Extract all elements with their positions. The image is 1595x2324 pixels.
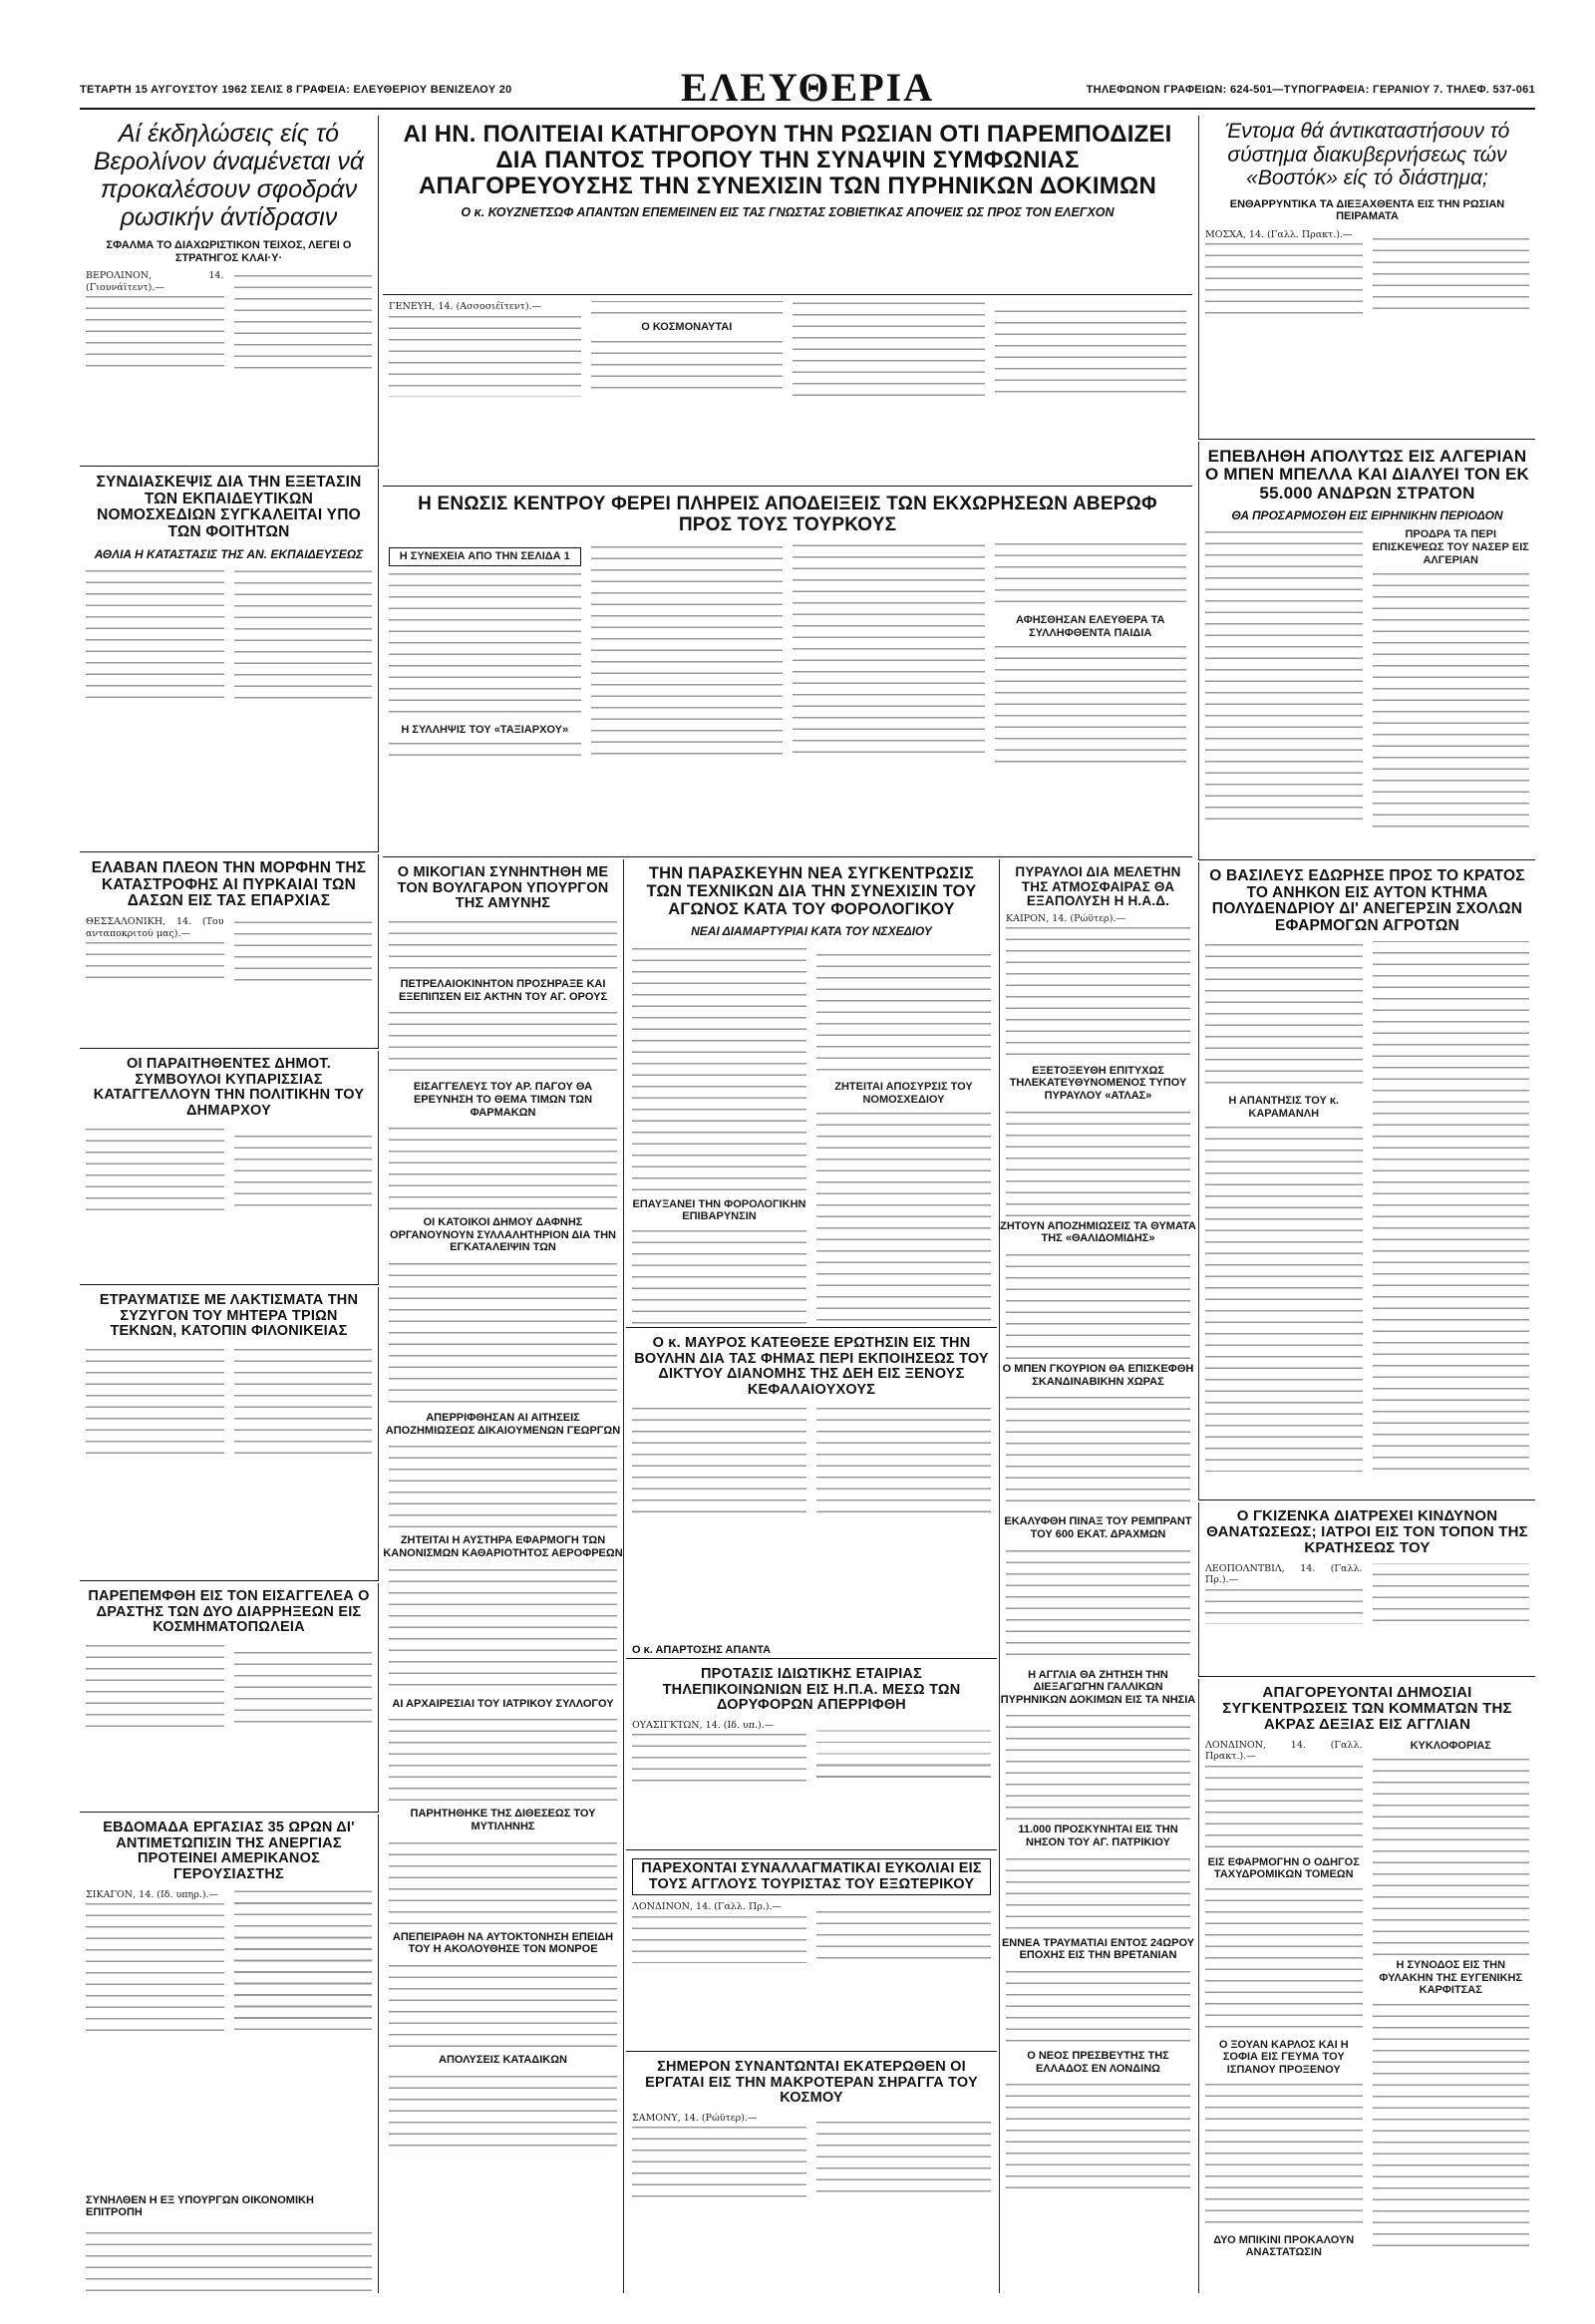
text-lines	[1205, 941, 1363, 1091]
body-mikoyan-a	[383, 1007, 623, 1077]
body-doctors-3	[383, 1960, 623, 2050]
text-lines	[86, 1642, 372, 1727]
headline-fires: ΕΛΑΒΑΝ ΠΛΕΟΝ ΤΗΝ ΜΟΡΦΗΝ ΤΗΣ ΚΑΤΑΣΤΡΟΦΗΣ ΑΙ ΠΥΡΚΑΙΑΙ ΤΩΝ ΔΑΣΩΝ ΕΙΣ ΤΑΣ ΕΠΑΡΧΙΑΣ	[91, 859, 367, 910]
sub-algeria: ΘΑ ΠΡΟΣΑΡΜΟΣΘΗ ΕΙΣ ΕΙΡΗΝΙΚΗΝ ΠΕΡΙΟΔΟΝ	[1231, 508, 1503, 523]
body-main-text	[383, 297, 1192, 483]
tail-mavros: Ο κ. ΑΠΑΡΤΟΣΗΣ ΑΠΑΝΤΑ	[632, 1643, 772, 1656]
dateline-main: ΓΕΝΕΥΗ, 14. (Ασσοσιέϊτεντ).—	[389, 301, 542, 312]
body-rockets-8	[1000, 1966, 1196, 2046]
dateline-gizenga: ΛΕΟΠΟΛΝΤΒΙΛ, 14. (Γαλλ. Πρ.).—	[1205, 1562, 1363, 1586]
dateline-argentina: ΛΟΝΔΙΝΟΝ, 14. (Γαλλ. Πρακτ.).—	[1205, 1739, 1363, 1763]
headline-week35: ΕΒΔΟΜΑΔΑ ΕΡΓΑΣΙΑΣ 35 ΩΡΩΝ ΔΙ' ΑΝΤΙΜΕΤΩΠΙΣΙΝ ΤΗΣ ΑΝΕΡΓΙΑΣ ΠΡΟΤΕΙΝΕΙ ΑΜΕΡΙΚΑΝΟΣ ΓΕΡΟΥΣΙΑΣΤΗΣ	[103, 1820, 355, 1882]
cont-enosis: Η ΣΥΝΕΧΕΙΑ ΑΠΟ ΤΗΝ ΣΕΛΙΔΑ 1	[389, 547, 581, 566]
body-mikoyan-b	[383, 1123, 623, 1212]
body-gizenga	[1199, 1559, 1535, 1669]
headline-doctors: ΑΙ ΑΡΧΑΙΡΕΣΙΑΙ ΤΟΥ ΙΑΤΡΙΚΟΥ ΣΥΛΛΟΓΟΥ	[392, 1697, 614, 1710]
dateline-sovereign: ΣΑΜΟΝΥ, 14. (Ρώϋτερ).—	[632, 2112, 758, 2124]
article-mikoyan	[383, 859, 624, 2293]
headline-jewelry: ΠΑΡΕΠΕΜΦΘΗ ΕΙΣ ΤΟΝ ΕΙΣΑΓΓΕΛΕΑ Ο ΔΡΑΣΤΗΣ ΤΩΝ ΔΥΟ ΔΙΑΡΡΗΞΕΩΝ ΕΙΣ ΚΟΣΜΗΜΑΤΟΠΩΛΕΙΑ	[88, 1588, 370, 1636]
headline-argentina: ΑΠΑΓΟΡΕΥΟΝΤΑΙ ΔΗΜΟΣΙΑΙ ΣΥΓΚΕΝΤΡΩΣΕΙΣ ΤΩΝ ΚΟΜΜΑΤΩΝ ΤΗΣ ΑΚΡΑΣ ΔΕΞΙΑΣ ΕΙΣ ΑΓΓΛΙΑΝ	[1222, 1684, 1512, 1734]
masthead	[80, 65, 1535, 110]
sub2-technicians: ΕΠΑΥΞΑΝΕΙ ΤΗΝ ΦΟΡΟΛΟΓΙΚΗΝ ΕΠΙΒΑΡΥΝΣΙΝ	[632, 1197, 806, 1223]
text-lines	[86, 567, 372, 705]
sub2-enosis: Η ΣΥΛΛΗΨΙΣ ΤΟΥ «ΤΑΞΙΑΡΧΟΥ»	[401, 723, 569, 736]
dateline-vostok: ΜΟΣΧΑ, 14. (Γαλλ. Πρακτ.).—	[1205, 228, 1353, 240]
body-argentina	[1199, 1736, 1535, 2279]
sub-c-mikoyan: ΟΙ ΚΑΤΟΙΚΟΙ ΔΗΜΟΥ ΔΑΦΝΗΣ ΟΡΓΑΝΟΥΝΟΥΝ ΣΥΛΛΑΛΗΤΗΡΙΟΝ ΔΙΑ ΤΗΝ ΕΓΚΑΤΑΛΕΙΨΙΝ ΤΩΝ	[390, 1216, 616, 1254]
text-lines	[1006, 1712, 1190, 1820]
sub2-rockets: ΕΞΕΤΟΞΕΥΘΗ ΕΠΙΤΥΧΩΣ ΤΗΛΕΚΑΤΕΥΘΥΝΟΜΕΝΟΣ ΤΥΠΟΥ ΠΥΡΑΥΛΟΥ «ΑΤΛΑΣ»	[1009, 1064, 1187, 1103]
sub-e-mikoyan: ΖΗΤΕΙΤΑΙ Η ΑΥΣΤΗΡΑ ΕΦΑΡΜΟΓΗ ΤΩΝ ΚΑΝΟΝΙΣΜΩΝ ΚΑΘΑΡΙΟΤΗΤΟΣ ΑΕΡΟΦΡΕΩΝ	[383, 1534, 623, 1560]
body-enosis	[383, 539, 1192, 838]
headline-mavros: Ο κ. ΜΑΥΡΟΣ ΚΑΤΕΘΕΣΕ ΕΡΩΤΗΣΙΝ ΕΙΣ ΤΗΝ ΒΟΥΛΗΝ ΔΙΑ ΤΑΣ ΦΗΜΑΣ ΠΕΡΙ ΕΚΠΟΙΗΣΕΩΣ ΤΟΥ ΔΙΚΤΥΟΥ ΔΙΑΝΟΜΗΣ ΤΗΣ ΔΕΗ ΕΙΣ ΞΕΝΟΥΣ ΚΕΦΑΛΑΙΟΥΧΟΥΣ	[634, 1335, 989, 1398]
headline-mikoyan: Ο ΜΙΚΟΓΙΑΝ ΣΥΝΗΝΤΗΘΗ ΜΕ ΤΟΝ ΒΟΥΛΓΑΡΟΝ ΥΠΟΥΡΓΟΝ ΤΗΣ ΑΜΥΝΗΣ	[397, 864, 609, 912]
sub4-doctors: ΑΠΟΛΥΣΕΙΣ ΚΑΤΑΔΙΚΩΝ	[439, 2053, 567, 2066]
text-lines	[1006, 924, 1190, 1059]
sub3-enosis: ΑΦΗΣΘΗΣΑΝ ΕΛΕΥΘΕΡΑ ΤΑ ΣΥΛΛΗΦΘΕΝΤΑ ΠΑΙΔΙΑ	[1016, 613, 1165, 639]
headline-tourists: ΠΑΡΕΧΟΝΤΑΙ ΣΥΝΑΛΛΑΓΜΑΤΙΚΑΙ ΕΥΚΟΛΙΑΙ ΕΙΣ ΤΟΥΣ ΑΓΓΛΟΥΣ ΤΟΥΡΙΣΤΑΣ ΤΟΥ ΕΞΩΤΕΡΙΚΟΥ	[632, 1858, 991, 1895]
sub-technicians: ΝΕΑΙ ΔΙΑΜΑΡΤΥΡΙΑΙ ΚΑΤΑ ΤΟΥ ΝΣΧΕΔΙΟΥ	[691, 924, 932, 939]
body-jewelry	[80, 1638, 378, 1813]
text-lines	[1006, 1968, 1190, 2046]
sub-vostok: ΕΝΘΑΡΡΥΝΤΙΚΑ ΤΑ ΔΙΕΞΑΧΘΕΝΤΑ ΕΙΣ ΤΗΝ ΡΩΣΙΑΝ ΠΕΙΡΑΜΑΤΑ	[1229, 197, 1505, 223]
article-vostok	[1198, 116, 1535, 440]
dateline-fires: ΘΕΣΣΑΛΟΝΙΚΗ, 14. (Του ανταποκριτού μας).—	[86, 916, 224, 939]
text-lines	[86, 1889, 372, 2040]
body-doctors-2	[383, 1837, 623, 1927]
body-doctors	[383, 1714, 623, 1804]
dateline-rockets: ΚΑΙΡΟΝ, 14. (Ρώϋτερ).—	[1006, 912, 1125, 924]
body-rockets-9	[1000, 2079, 1196, 2188]
sub-d-mikoyan: ΑΠΕΡΡΙΦΘΗΣΑΝ ΑΙ ΑΙΤΗΣΕΙΣ ΑΠΟΖΗΜΙΩΣΕΩΣ ΔΙΚΑΙΟΥΜΕΝΩΝ ΓΕΩΡΓΩΝ	[385, 1412, 621, 1437]
headline-vostok: Έντομα θά άντικαταστήσουν τό σύστημα διακυβερνήσεως τών «Βοστόκ» είς τό διάστημα;	[1224, 120, 1510, 190]
text-lines	[389, 570, 581, 720]
article-rockets	[999, 859, 1196, 2293]
text-lines	[389, 1566, 617, 1694]
headline-sovereign: ΣΗΜΕΡΟΝ ΣΥΝΑΝΤΩΝΤΑΙ ΕΚΑΤΕΡΩΘΕΝ ΟΙ ΕΡΓΑΤΑΙ ΕΙΣ ΤΗΝ ΜΑΚΡΟΤΕΡΑΝ ΣΗΡΑΓΓΑ ΤΟΥ ΚΟΣΜΟΥ	[645, 2059, 978, 2107]
headline-students: ΣΥΝΔΙΑΣΚΕΨΙΣ ΔΙΑ ΤΗΝ ΕΞΕΤΑΣΙΝ ΤΩΝ ΕΚΠΑΙΔΕΥΤΙΚΩΝ ΝΟΜΟΣΧΕΔΙΩΝ ΣΥΓΚΑΛΕΙΤΑΙ ΥΠΟ ΤΩΝ ΦΟΙΤΗΤΩΝ	[96, 474, 362, 541]
article-argentina	[1198, 1679, 1535, 2293]
sub6-rockets: Η ΑΓΓΛΙΑ ΘΑ ΖΗΤΗΣΗ ΤΗΝ ΔΙΕΞΑΓΩΓΗΝ ΓΑΛΛΙΚΩΝ ΠΥΡΗΝΙΚΩΝ ΔΟΚΙΜΩΝ ΕΙΣ ΤΑ ΝΗΣΙΑ	[1000, 1668, 1196, 1706]
article-tourists	[626, 1852, 997, 2052]
article-week35	[80, 1815, 379, 2293]
sub7-rockets: 11.000 ΠΡΟΣΚΥΝΗΤΑΙ ΕΙΣ ΤΗΝ ΝΗΣΟΝ ΤΟΥ ΑΓ. ΠΑΤΡΙΚΙΟΥ	[1018, 1824, 1178, 1849]
text-lines	[1373, 1756, 1530, 1955]
body-technicians	[626, 943, 997, 1327]
body-berlin	[80, 268, 378, 463]
text-lines	[632, 1405, 991, 1519]
body-rockets-5	[1000, 1545, 1196, 1665]
dateline-berlin: ΒΕΡΟΛΙΝΟΝ, 14. (Γιουνάϊτεντ).—	[86, 270, 224, 293]
body-rockets-3	[1000, 1249, 1196, 1359]
article-jewelry	[80, 1583, 379, 1813]
sub3-technicians: ΖΗΤΕΙΤΑΙ ΑΠΟΣΥΡΣΙΣ ΤΟΥ ΝΟΜΟΣΧΕΔΙΟΥ	[834, 1081, 973, 1106]
sub2-algeria: ΠΡΟΔΡΑ ΤΑ ΠΕΡΙ ΕΠΙΣΚΕΨΕΩΣ ΤΟΥ ΝΑΣΕΡ ΕΙΣ ΑΛΓΕΡΙΑΝ	[1372, 528, 1529, 566]
headline-gizenga: Ο ΓΚΙΖΕΝΚΑ ΔΙΑΤΡΕΧΕΙ ΚΙΝΔΥΝΟΝ ΘΑΝΑΤΩΣΕΩΣ; ΙΑΤΡΟΙ ΕΙΣ ΤΟΝ ΤΟΠΟΝ ΤΗΣ ΚΡΑΤΗΣΕΩΣ ΤΟΥ	[1206, 1507, 1528, 1557]
dateline-telecom: ΟΥΑΣΙΓΚΤΩΝ, 14. (Ιδ. υπ.).—	[632, 1719, 775, 1731]
body-rockets-7	[1000, 1853, 1196, 1933]
body-mikoyan-e	[383, 1564, 623, 1694]
body-mikoyan	[383, 914, 623, 974]
sub4-rockets: Ο ΜΠΕΝ ΓΚΟΥΡΙΟΝ ΘΑ ΕΠΙΣΚΕΦΘΗ ΣΚΑΝΔΙΝΑΒΙΚΗΝ ΧΩΡΑΣ	[1002, 1362, 1194, 1388]
body-week35	[80, 1885, 378, 2184]
text-lines	[1006, 1251, 1190, 1359]
sub3-rockets: ΖΗΤΟΥΝ ΑΠΟΖΗΜΙΩΣΕΙΣ ΤΑ ΘΥΜΑΤΑ ΤΗΣ «ΘΑΛΙΔΟΜΙΔΗΣ»	[1000, 1219, 1196, 1245]
headline-technicians: ΤΗΝ ΠΑΡΑΣΚΕΥΗΝ ΝΕΑ ΣΥΓΚΕΝΤΡΩΣΙΣ ΤΩΝ ΤΕΧΝΙΚΩΝ ΔΙΑ ΤΗΝ ΣΥΝΕΧΙΣΙΝ ΤΟΥ ΑΓΩΝΟΣ ΚΑΤΑ ΤΟΥ ΦΟΡΟΛΟΓΙΚΟΥ	[646, 864, 977, 918]
article-polydendri	[1198, 862, 1535, 1500]
newspaper-title: ΕΛΕΥΘΕΡΙΑ	[680, 65, 935, 110]
contacts-line: ΤΗΛΕΦΩΝΟΝ ΓΡΑΦΕΙΩΝ: 624-501—ΤΥΠΟΓΡΑΦΕΙΑ: ΓΕΡΑΝΙΟΥ 7. ΤΗΛΕΦ. 537-061	[1086, 84, 1535, 96]
text-lines	[389, 1260, 617, 1408]
article-telecom	[626, 1661, 997, 1850]
body-rockets-4	[1000, 1392, 1196, 1511]
body-sovereign	[626, 2109, 997, 2283]
text-lines	[1373, 2001, 1530, 2250]
tail-week35: ΣΥΝΗΛΘΕΝ Η ΕΞ ΥΠΟΥΡΓΩΝ ΟΙΚΟΝΟΜΙΚΗ ΕΠΙΤΡΟΠΗ	[86, 2193, 314, 2219]
headline-main: ΑΙ ΗΝ. ΠΟΛΙΤΕΙΑΙ ΚΑΤΗΓΟΡΟΥΝ ΤΗΝ ΡΩΣΙΑΝ ΟΤΙ ΠΑΡΕΜΠΟΔΙΖΕΙ ΔΙΑ ΠΑΝΤΟΣ ΤΡΟΠΟΥ ΤΗΝ ΣΥΝΑΨΙΝ ΣΥΜΦΩΝΙΑΣ ΑΠΑΓΟΡΕΥΟΥΣΗΣ ΤΗΝ ΣΥΝΕΧΙΣΙΝ ΤΩΝ ΠΥΡΗΝΙΚΩΝ ΔΟΚΙΜΩΝ	[403, 121, 1172, 199]
text-lines	[1373, 570, 1530, 830]
article-sovereign	[626, 2054, 997, 2293]
text-lines	[1205, 528, 1363, 828]
article-fires	[80, 854, 379, 1049]
text-lines	[389, 1443, 617, 1530]
body-mikoyan-c	[383, 1258, 623, 1408]
article-mother	[80, 1287, 379, 1581]
sub-main: Ο κ. ΚΟΥΖΝΕΤΣΩΦ ΑΠΑΝΤΩΝ ΕΠΕΜΕΙΝΕΝ ΕΙΣ ΤΑΣ ΓΝΩΣΤΑΣ ΣΟΒΙΕΤΙΚΑΣ ΑΠΟΨΕΙΣ ΩΣ ΠΡΟΣ ΤΟΝ ΕΛΕΓΧΟΝ	[461, 204, 1115, 219]
text-lines	[389, 1009, 617, 1077]
article-students	[80, 469, 379, 852]
article-algeria	[1198, 442, 1535, 860]
sub-b-mikoyan: ΕΙΣΑΓΓΕΛΕΥΣ ΤΟΥ ΑΡ. ΠΑΓΟΥ ΘΑ ΕΡΕΥΝΗΣΗ ΤΟ ΘΕΜΑ ΤΙΜΩΝ ΤΩΝ ΦΑΡΜΑΚΩΝ	[413, 1081, 593, 1119]
sub-kosmonautai: Ο ΚΟΣΜΟΝΑΥΤΑΙ	[641, 320, 733, 333]
text-lines	[1205, 229, 1529, 315]
sub9-rockets: Ο ΝΕΟΣ ΠΡΕΣΒΕΥΤΗΣ ΤΗΣ ΕΛΛΑΔΟΣ ΕΝ ΛΟΝΔΙΝΩ	[1027, 2049, 1169, 2075]
newspaper-page	[80, 65, 1535, 2293]
body-main	[383, 297, 1192, 487]
text-lines	[1205, 1763, 1363, 1852]
body-councillors	[80, 1122, 378, 1285]
article-enosis	[383, 489, 1192, 857]
body-rockets	[1000, 911, 1196, 1061]
headline-rockets: ΠΥΡΑΥΛΟΙ ΔΙΑ ΜΕΛΕΤΗΝ ΤΗΣ ΑΤΜΟΣΦΑΙΡΑΣ ΘΑ ΕΞΑΠΟΛΥΣΗ Η Η.Α.Δ.	[1015, 864, 1181, 909]
text-lines	[389, 1962, 617, 2050]
text-lines	[1006, 2081, 1190, 2188]
sub-a-mikoyan: ΠΕΤΡΕΛΑΙΟΚΙΝΗΤΟΝ ΠΡΟΣΗΡΑΞΕ ΚΑΙ ΕΞΕΠΙΠΣΕΝ ΕΙΣ ΑΚΤΗΝ ΤΟΥ ΑΓ. ΟΡΟΥΣ	[398, 977, 608, 1003]
body-students	[80, 565, 378, 844]
sub2-argentina: ΕΙΣ ΕΦΑΡΜΟΓΗΝ Ο ΟΔΗΓΟΣ ΤΑΧΥΔΡΟΜΙΚΩΝ ΤΟΜΕΩΝ	[1207, 1855, 1360, 1881]
text-lines	[1205, 2081, 1363, 2230]
text-lines	[389, 1839, 617, 1927]
headline-algeria: ΕΠΕΒΛΗΘΗ ΑΠΟΛΥΤΩΣ ΕΙΣ ΑΛΓΕΡΙΑΝ Ο ΜΠΕΝ ΜΠΕΛΛΑ ΚΑΙ ΔΙΑΛΥΕΙ ΤΟΝ ΕΚ 55.000 ΑΝΔΡΩΝ ΣΤΡΑΤΟΝ	[1205, 447, 1530, 502]
sub-polydendri: Η ΑΠΑΝΤΗΣΙΣ ΤΟΥ κ. ΚΑΡΑΜΑΝΛΗ	[1228, 1094, 1340, 1120]
sub4-argentina: ΔΥΟ ΜΠΙΚΙΝΙ ΠΡΟΚΑΛΟΥΝ ΑΝΑΣΤΑΤΩΣΙΝ ΚΥΚΛΟΦΟΡΙΑΣ	[1213, 1739, 1491, 2259]
sub-students: ΑΘΛΙΑ Η ΚΑΤΑΣΤΑΣΙΣ ΤΗΣ ΑΝ. ΕΚΠΑΙΔΕΥΣΕΩΣ	[94, 546, 364, 561]
headline-berlin: Αί έκδηλώσεις είς τό Βερολίνον άναμένεται νά προκαλέσουν σφοδράν ρωσικήν άντίδρασιν	[93, 120, 365, 231]
sub3-argentina: Ο ΞΟΥΑΝ ΚΑΡΛΟΣ ΚΑΙ Η ΣΟΦΙΑ ΕΙΣ ΓΕΥΜΑ ΤΟΥ ΙΣΠΑΝΟΥ ΠΡΟΞΕΝΟΥ	[1218, 2038, 1349, 2077]
body-tourists	[626, 1897, 997, 2022]
dateline-tourists: ΛΟΝΔΙΝΟΝ, 14. (Γαλλ. Πρ.).—	[632, 1901, 783, 1913]
text-lines	[1006, 1855, 1190, 1933]
headline-mother: ΕΤΡΑΥΜΑΤΙΣΕ ΜΕ ΛΑΚΤΙΣΜΑΤΑ ΤΗΝ ΣΥΖΥΓΟΝ ΤΟΥ ΜΗΤΕΡΑ ΤΡΙΩΝ ΤΕΚΝΩΝ, ΚΑΤΟΠΙΝ ΦΙΛΟΝΙΚΕΙΑΣ	[99, 1292, 359, 1340]
body-rockets-2	[1000, 1107, 1196, 1216]
article-berlin	[80, 116, 379, 467]
body-mother	[80, 1342, 378, 1576]
text-lines	[86, 1346, 372, 1461]
date-line: ΤΕΤΑΡΤΗ 15 ΑΥΓΟΥΣΤΟΥ 1962 ΣΕΛΙΣ 8 ΓΡΑΦΕΙΑ: ΕΛΕΥΘΕΡΙΟΥ ΒΕΝΙΖΕΛΟΥ 20	[80, 84, 512, 96]
dateline-week35: ΣΙΚΑΓΟΝ, 14. (Ιδ. υπηρ.).—	[86, 1888, 219, 1900]
text-lines	[389, 1716, 617, 1804]
headline-telecom: ΠΡΟΤΑΣΙΣ ΙΔΙΩΤΙΚΗΣ ΕΤΑΙΡΙΑΣ ΤΗΛΕΠΙΚΟΙΝΩΝΙΩΝ ΕΙΣ Η.Π.Α. ΜΕΣΩ ΤΩΝ ΔΟΡΥΦΟΡΩΝ ΑΠΕΡΡΙΦΘΗ	[662, 1666, 961, 1714]
article-technicians	[626, 859, 997, 1328]
text-lines	[389, 2073, 617, 2151]
text-lines	[1006, 1547, 1190, 1665]
sub5-argentina: Η ΣΥΝΟΔΟΣ ΕΙΣ ΤΗΝ ΦΥΛΑΚΗΝ ΤΗΣ ΕΥΓΕΝΙΚΗΣ ΚΑΡΦΙΤΣΑΣ	[1379, 1959, 1523, 1997]
article-mavros	[626, 1330, 997, 1659]
article-main	[383, 116, 1192, 295]
text-lines	[86, 1126, 372, 1210]
text-lines	[632, 2113, 991, 2198]
text-lines	[389, 1125, 617, 1212]
body-vostok	[1199, 227, 1535, 407]
article-councillors	[80, 1051, 379, 1285]
text-lines	[1006, 1394, 1190, 1511]
body-fires	[80, 912, 378, 1037]
body-polydendri	[1199, 937, 1535, 1476]
headline-enosis: Η ΕΝΩΣΙΣ ΚΕΝΤΡΟΥ ΦΕΡΕΙ ΠΛΗΡΕΙΣ ΑΠΟΔΕΙΞΕΙΣ ΤΩΝ ΕΚΧΩΡΗΣΕΩΝ ΑΒΕΡΩΦ ΠΡΟΣ ΤΟΥΣ ΤΟΥΡΚΟΥΣ	[418, 494, 1157, 535]
body-algeria	[1199, 526, 1535, 835]
body-mikoyan-d	[383, 1441, 623, 1530]
headline-councillors: ΟΙ ΠΑΡΑΙΤΗΘΕΝΤΕΣ ΔΗΜΟΤ. ΣΥΜΒΟΥΛΟΙ ΚΥΠΑΡΙΣΣΙΑΣ ΚΑΤΑΓΓΕΛΛΟΥΝ ΤΗΝ ΠΟΛΙΤΙΚΗΝ ΤΟΥ ΔΗΜΑΡΧΟΥ	[93, 1056, 365, 1119]
text-lines	[86, 2229, 372, 2293]
headline-polydendri: Ο ΒΑΣΙΛΕΥΣ ΕΔΩΡΗΣΕ ΠΡΟΣ ΤΟ ΚΡΑΤΟΣ ΤΟ ΑΝΗΚΟΝ ΕΙΣ ΑΥΤΟΝ ΚΤΗΜΑ ΠΟΛΥΔΕΝΔΡΙΟΥ ΔΙ' ΑΝΕΓΕΡΣΙΝ ΣΧΟΛΩΝ ΕΦΑΡΜΟΓΩΝ ΑΓΡΟΤΩΝ	[1209, 867, 1525, 935]
text-lines	[632, 945, 806, 1194]
text-lines	[1006, 1109, 1190, 1216]
sub5-rockets: ΕΚΑΛΥΦΘΗ ΠΙΝΑΞ ΤΟΥ ΡΕΜΠΡΑΝΤ ΤΟΥ 600 ΕΚΑΤ. ΔΡΑΧΜΩΝ	[1004, 1515, 1192, 1540]
article-gizenga	[1198, 1502, 1535, 1677]
sub8-rockets: ΕΝΝΕΑ ΤΡΑΥΜΑΤΙΑΙ ΕΝΤΟΣ 24ΩΡΟΥ ΕΠΟΧΗΣ ΕΙΣ ΤΗΝ ΒΡΕΤΑΝΙΑΝ	[1001, 1936, 1195, 1962]
text-lines	[389, 918, 617, 976]
text-lines	[1205, 1885, 1363, 2035]
sub2-doctors: ΠΑΡΗΤΗΘΗΚΕ ΤΗΣ ΔΙΘΕΣΕΩΣ ΤΟΥ ΜΥΤΙΛΗΝΗΣ	[410, 1808, 596, 1832]
body-rockets-6	[1000, 1710, 1196, 1820]
text-lines	[995, 643, 1187, 763]
body-mavros	[626, 1401, 997, 1640]
body-doctors-4	[383, 2071, 623, 2151]
body-week35-tail	[80, 2229, 378, 2293]
body-telecom	[626, 1716, 997, 1840]
sub3-doctors: ΑΠΕΠΕΙΡΑΘΗ ΝΑ ΑΥΤΟΚΤΟΝΗΣΗ ΕΠΕΙΔΗ ΤΟΥ Η ΑΚΟΛΟΥΘΗΣΕ ΤΟΝ ΜΟΝΡΟΕ	[392, 1930, 614, 1956]
sub-berlin: ΣΦΑΛΜΑ ΤΟ ΔΙΑΧΩΡΙΣΤΙΚΟΝ ΤΕΙΧΟΣ, ΛΕΓΕΙ Ο ΣΤΡΑΤΗΓΟΣ ΚΛΑΙ·Υ·	[106, 239, 352, 264]
